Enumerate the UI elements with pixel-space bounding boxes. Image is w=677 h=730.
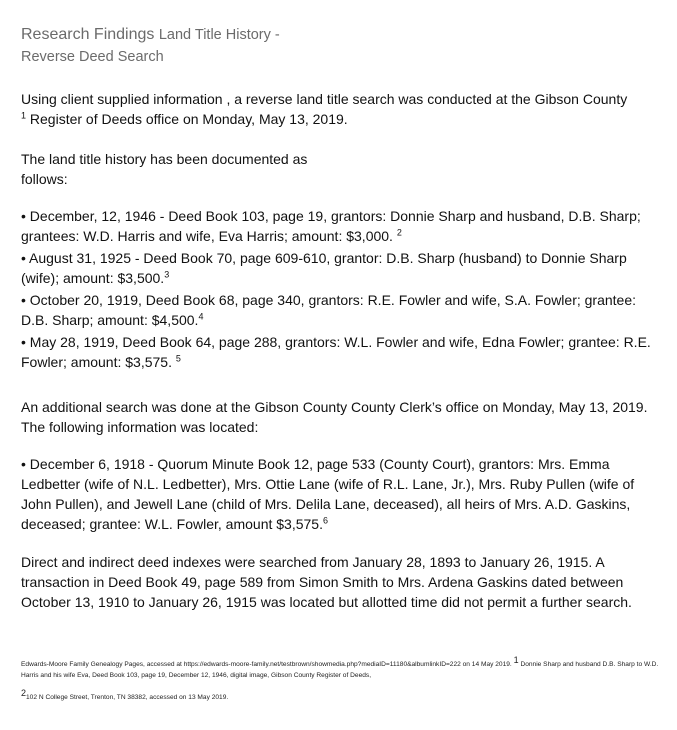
deed-item (21, 248, 661, 288)
history-lead-text: The land title history has been documented as follows: (21, 151, 308, 187)
deed-list (21, 206, 661, 374)
footnote-ref-1: 1 (21, 110, 27, 121)
footnote-2 (21, 687, 661, 703)
footnote-ref-3: 3 (164, 269, 170, 280)
deed-item-text: • May 28, 1919, Deed Book 64, page 288, grantors: W.L. Fowler and wife, Edna Fowler; grantee: R.E. Fowler; amount: $3,575. (21, 334, 651, 370)
footnote-ref-2: 2 (396, 227, 402, 238)
title-subject-line2: Reverse Deed Search (21, 49, 164, 65)
footnotes (21, 654, 661, 681)
page-title (21, 24, 441, 68)
deed-item-text: • December, 12, 1946 - Deed Book 103, page 19, grantors: Donnie Sharp and husband, D.B. Sharp; grantees: W.D. Harris and wife, Eva Harris; amount: $3,000. (21, 208, 641, 244)
footnote-2-marker: 2 (21, 687, 27, 698)
minute-entry-text: • December 6, 1918 - Quorum Minute Book 12, page 533 (County Court), grantors: Mrs. Emma Ledbetter (wife of N.L. Ledbetter), Mrs. Ottie Lane (wife of R.L. Lane, Jr.), Mrs. Ruby Pullen (wife of John Pullen), and Jewell Lane (child of Mrs. Delila Lane, deceased), all heirs of Mrs. A.D. Gaskins, deceased; grantee: W.L. Fowler, amount $3,575. (21, 456, 635, 532)
title-main: Research Findings (21, 26, 155, 43)
deed-item (21, 332, 661, 372)
intro-text-a: Using client supplied information , a reverse land title search was conducted at the Gibson County (21, 91, 628, 107)
footnote-1-text: Edwards-Moore Family Genealogy Pages, accessed at https://edwards-moore-family.net/testbrown/showmedia.php?mediaID=11180&albumlinkID=222 on 14 May 2019. (21, 661, 514, 668)
intro-paragraph (21, 89, 661, 129)
deed-item-text: • October 20, 1919, Deed Book 68, page 340, grantors: R.E. Fowler and wife, S.A. Fowler; grantee: D.B. Sharp; amount: $4,500. (21, 292, 637, 328)
history-lead-paragraph (21, 149, 321, 189)
index-search-paragraph (21, 552, 661, 612)
intro-text-b: Register of Deeds office on Monday, May 13, 2019. (26, 111, 348, 127)
footnote-ref-4: 4 (198, 311, 204, 322)
footnote-ref-6: 6 (322, 515, 328, 526)
clerk-search-text: An additional search was done at the Gibson County County Clerk’s office on Monday, May 13, 2019. The following information was located: (21, 399, 648, 435)
minute-entry-paragraph (21, 454, 661, 534)
deed-item (21, 206, 661, 246)
index-search-text: Direct and indirect deed indexes were searched from January 28, 1893 to January 26, 1915. A transaction in Deed Book 49, page 589 from Simon Smith to Mrs. Ardena Gaskins dated between October 13, 1910 to January 26, 1915 was located but allotted time did not permit a further search. (21, 554, 632, 610)
footnote-1-marker: 1 (513, 654, 519, 665)
footnote-1-continued: Donnie Sharp and husband D.B. Sharp to W.D. Harris and his wife Eva, Deed Book 103, page 19, December 12, 1946, digital image, Gibson County Register of Deeds, (21, 661, 659, 679)
footnote-ref-5: 5 (175, 353, 181, 364)
deed-item-text: • August 31, 1925 - Deed Book 70, page 609-610, grantor: D.B. Sharp (husband) to Donnie Sharp (wife); amount: $3,500. (21, 250, 627, 286)
footnote-2-text: 102 N College Street, Trenton, TN 38382, accessed on 13 May 2019. (26, 694, 229, 701)
clerk-search-paragraph (21, 397, 661, 437)
title-subject-line1: Land Title History - (158, 27, 280, 43)
deed-item (21, 290, 661, 330)
